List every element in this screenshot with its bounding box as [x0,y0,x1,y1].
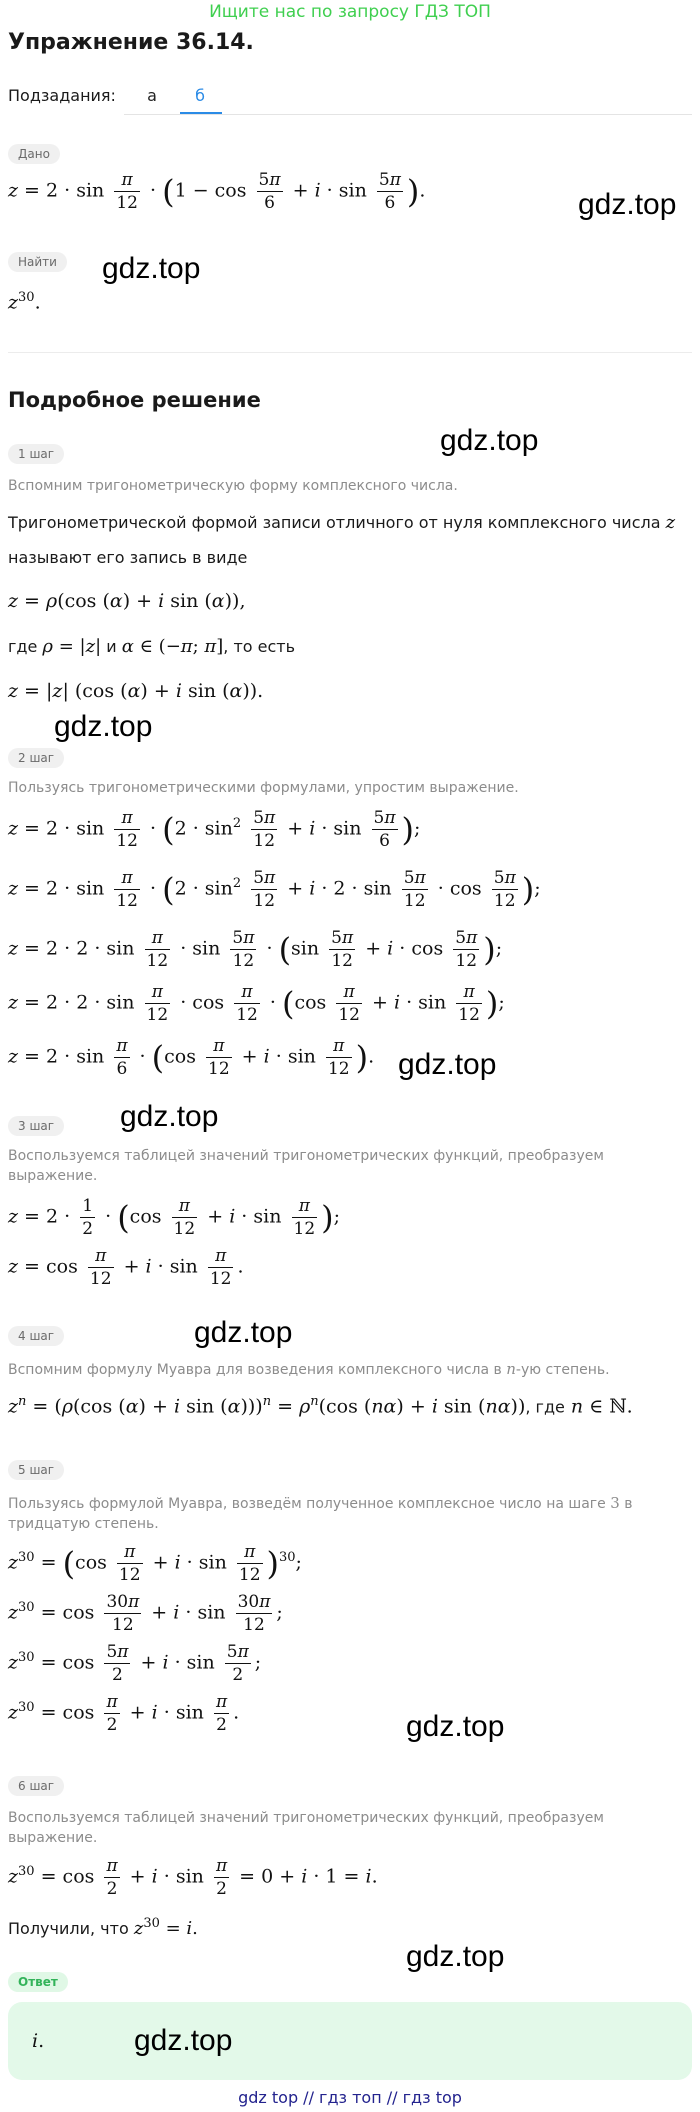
step-4-badge: 4 шаг [8,1326,64,1346]
watermark: gdz.top [406,1710,505,1743]
step-2-badge: 2 шаг [8,748,64,768]
watermark: gdz.top [120,1100,219,1133]
solution-title: Подробное решение [8,388,261,412]
trig-form-abs: z = |z| (cos (α) + i sin (α)). [8,680,264,702]
watermark: gdz.top [134,2024,233,2057]
step-5-badge: 5 шаг [8,1460,64,1480]
step-2-hint: Пользуясь тригонометрическими формулами, упростим выражение. [8,780,519,796]
watermark: gdz.top [54,710,153,743]
search-banner[interactable]: Ищите нас по запросу ГДЗ ТОП [209,2,491,22]
trig-form-formula: z = ρ(cos (α) + i sin (α)), [8,590,246,612]
tab-b[interactable]: б [195,86,205,105]
step-2-line-2: z = 2 · sin $\frac{\pi}{12}$ · ($2 \cdot \sin^2$ $\frac{5\pi}{12}$ + i · 2 · sin $\frac{5\pi}{12}$ · cos $\frac{5\pi}{12}$ ); [8,868,541,911]
step-2-line-1: z = 2 · sin $\frac{\pi}{12}$ · ($2 \cdot \sin^2$ $\frac{5\pi}{12}$ + i · sin $\frac{5\pi}{6}$ ); [8,808,421,851]
tabs-divider [124,114,692,115]
watermark: gdz.top [194,1316,293,1349]
step-6-hint-2: выражение. [8,1830,98,1846]
de-moivre-formula: $z^n = (\rho(\cos$ (α) + i $\sin (\alpha)))^n = \rho^n(\cos$ (nα) + i sin (nα)), где n ∈ ℕ. [8,1394,633,1418]
step-5-hint-2: тридцатую степень. [8,1516,159,1532]
step-4-hint: Вспомним формулу Муавра для возведения комплексного числа в n-ую степень. [8,1360,610,1378]
step-5-line-4: $z^{30} = \cos$ $\frac{\pi}{2}$ + i · sin $\frac{\pi}{2}$ . [8,1692,240,1735]
tab-a[interactable]: а [147,86,157,105]
definition-line-2: называют его запись в виде [8,548,248,567]
given-badge: Дано [8,144,60,164]
step-3-line-1: z = 2 · $\frac{1}{2}$ · (cos $\frac{\pi}{12}$ + i · sin $\frac{\pi}{12}$ ); [8,1196,341,1239]
answer-badge: Ответ [8,1972,68,1992]
step-3-hint-1: Воспользуемся таблицей значений тригонометрических функций, преобразуем [8,1148,604,1164]
footer-links[interactable]: gdz top // гдз топ // гдз top [238,2088,462,2107]
step-2-line-4: z = 2 · 2 · sin $\frac{\pi}{12}$ · cos $\frac{\pi}{12}$ · (cos $\frac{\pi}{12}$ + i · sin $\frac{\pi}{12}$ ); [8,982,505,1025]
answer-box [8,2002,692,2080]
watermark: gdz.top [102,252,201,285]
subtasks-label: Подзадания: [8,86,116,105]
step-5-line-2: $z^{30} = \cos$ $\frac{30\pi}{12}$ + i · sin $\frac{30\pi}{12}$ ; [8,1592,283,1635]
step-6-formula: $z^{30} = \cos$ $\frac{\pi}{2}$ + i · sin $\frac{\pi}{2}$ = 0 + i · 1 = i. [8,1856,378,1899]
find-badge: Найти [8,252,67,272]
step-2-line-5: z = 2 · sin $\frac{\pi}{6}$ · (cos $\frac{\pi}{12}$ + i · sin $\frac{\pi}{12}$ ). [8,1036,375,1079]
step-3-badge: 3 шаг [8,1116,64,1136]
page-title: Упражнение 36.14. [8,30,254,55]
step-6-hint-1: Воспользуемся таблицей значений тригонометрических функций, преобразуем [8,1810,604,1826]
step-6-badge: 6 шаг [8,1776,64,1796]
step-5-line-3: $z^{30} = \cos$ $\frac{5\pi}{2}$ + i · sin $\frac{5\pi}{2}$ ; [8,1642,262,1685]
section-divider [8,352,692,353]
rho-alpha-condition: где ρ = |z| и α ∈ (−π; π], то есть [8,636,296,657]
step-3-hint-2: выражение. [8,1168,98,1184]
definition-line-1: Тригонометрической формой записи отличного от нуля комплексного числа z [8,512,676,533]
step-5-line-1: $z^{30} = (\cos$ $\frac{\pi}{12}$ + i · sin $\frac{\pi}{12}$ )$^{30}$; [8,1542,302,1585]
step-2-line-3: z = 2 · 2 · sin $\frac{\pi}{12}$ · sin $\frac{5\pi}{12}$ · (sin $\frac{5\pi}{12}$ + i · cos $\frac{5\pi}{12}$ ); [8,928,503,971]
watermark: gdz.top [440,424,539,457]
step-1-badge: 1 шаг [8,444,64,464]
watermark: gdz.top [398,1048,497,1081]
answer-value: i. [32,2030,45,2052]
watermark: gdz.top [578,188,677,221]
find-formula: $z^{30}$. [8,290,41,314]
watermark: gdz.top [406,1940,505,1973]
result-line: Получили, что $z^{30} = i$. [8,1916,198,1939]
given-formula: z = 2 · sin $\frac{\pi}{12}$ · (1 − cos $\frac{5\pi}{6}$ + i · sin $\frac{5\pi}{6}$ ). [8,170,426,213]
step-1-hint: Вспомним тригонометрическую форму комплексного числа. [8,478,458,494]
step-3-line-2: z = cos $\frac{\pi}{12}$ + i · sin $\frac{\pi}{12}$ . [8,1246,244,1289]
step-5-hint-1: Пользуясь формулой Муавра, возведём полученное комплексное число на шаге 3 в [8,1494,633,1512]
